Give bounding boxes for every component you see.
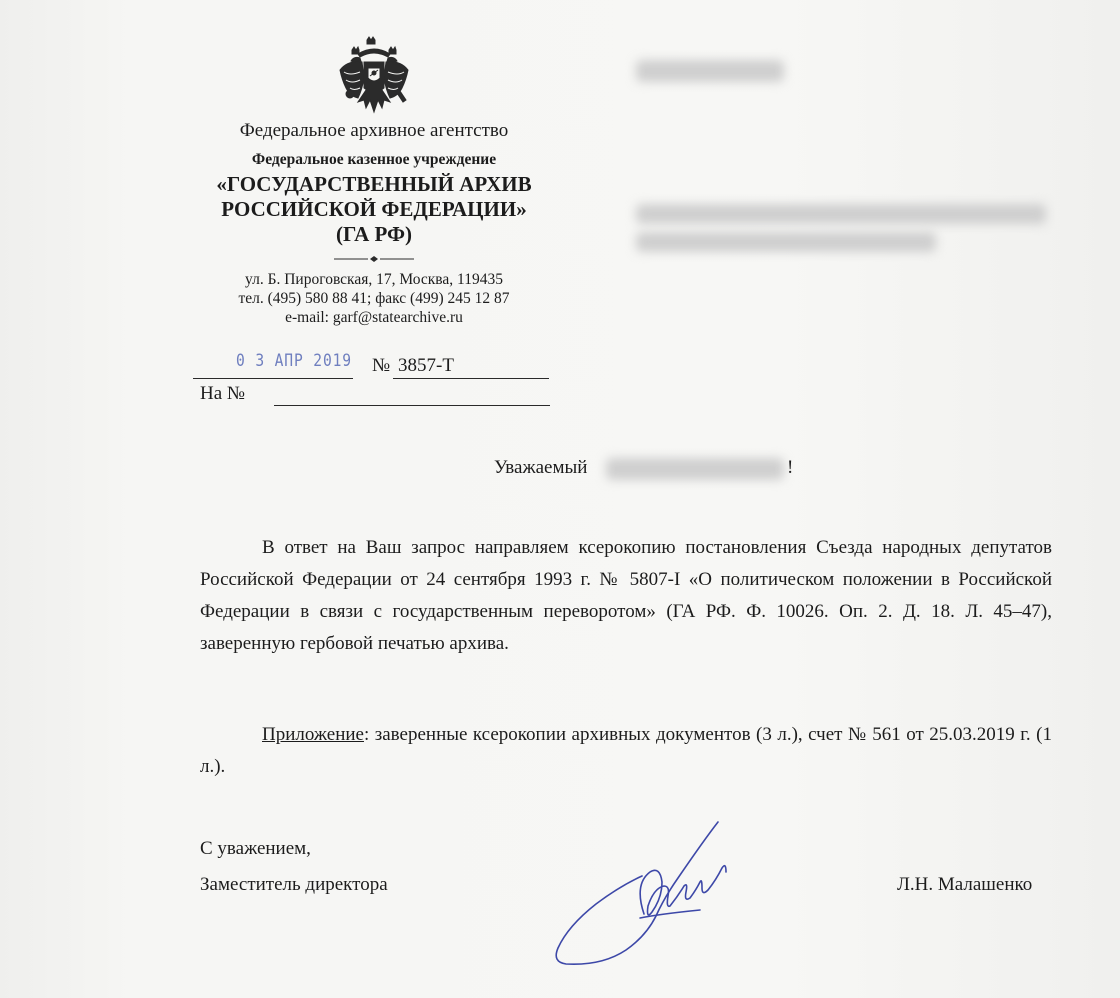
agency-name: Федеральное архивное агентство [239,120,509,141]
date-stamp: 0 3 АПР 2019 [236,351,352,371]
archive-abbreviation: (ГА РФ) [336,222,412,246]
addressee-name-redacted [606,458,784,480]
number-sign: № [372,355,391,376]
recipient-address-redacted-line2 [636,232,936,252]
signer-position: Заместитель директора [200,874,388,895]
recipient-address-redacted-line1 [636,204,1046,224]
archive-name-line1: «ГОСУДАРСТВЕННЫЙ АРХИВ [216,172,532,196]
body-paragraph: В ответ на Ваш запрос направляем ксерокопию постановления Съезда народных депутатов Российской Федерации от 24 сентября 1993 г. № 5807-I «О политическом положении в Российской Федерации в связи с государственным переворотом» (ГА РФ. Ф. 10026. Оп. 2. Д. 18. Л. 45–47), заверенную гербовой печатью архива. [200,537,1052,654]
institution-type: Федеральное казенное учреждение [251,151,497,168]
recipient-name-redacted [636,60,784,82]
appendix-label: Приложение [262,724,364,745]
email-line: e-mail: garf@statearchive.ru [285,309,463,326]
appendix-paragraph [200,719,1052,783]
reply-field-line [274,405,550,406]
salutation-exclamation: ! [787,457,794,478]
closing-regards: С уважением, [200,838,311,859]
number-field-line [393,378,549,379]
phone-fax-line: тел. (495) 580 88 41; факс (499) 245 12 87 [238,290,510,307]
salutation-greeting: Уважаемый [494,457,588,478]
signer-name: Л.Н. Малашенко [897,874,1033,895]
handwritten-signature-icon [548,814,738,970]
contact-block [190,270,558,327]
date-field-line [193,378,353,379]
address-line: ул. Б. Пироговская, 17, Москва, 119435 [245,271,503,288]
reply-to-label: На № [200,383,246,404]
appendix-text: : заверенные ксерокопии архивных документов (3 л.), счет № 561 от 25.03.2019 г. (1 л.). [200,724,1052,777]
double-headed-eagle-icon [336,36,412,120]
registration-number: 3857-Т [398,355,454,376]
divider-ornament [334,254,414,264]
archive-name-line2: РОССИЙСКОЙ ФЕДЕРАЦИИ» [221,197,527,221]
archive-name [190,172,558,222]
